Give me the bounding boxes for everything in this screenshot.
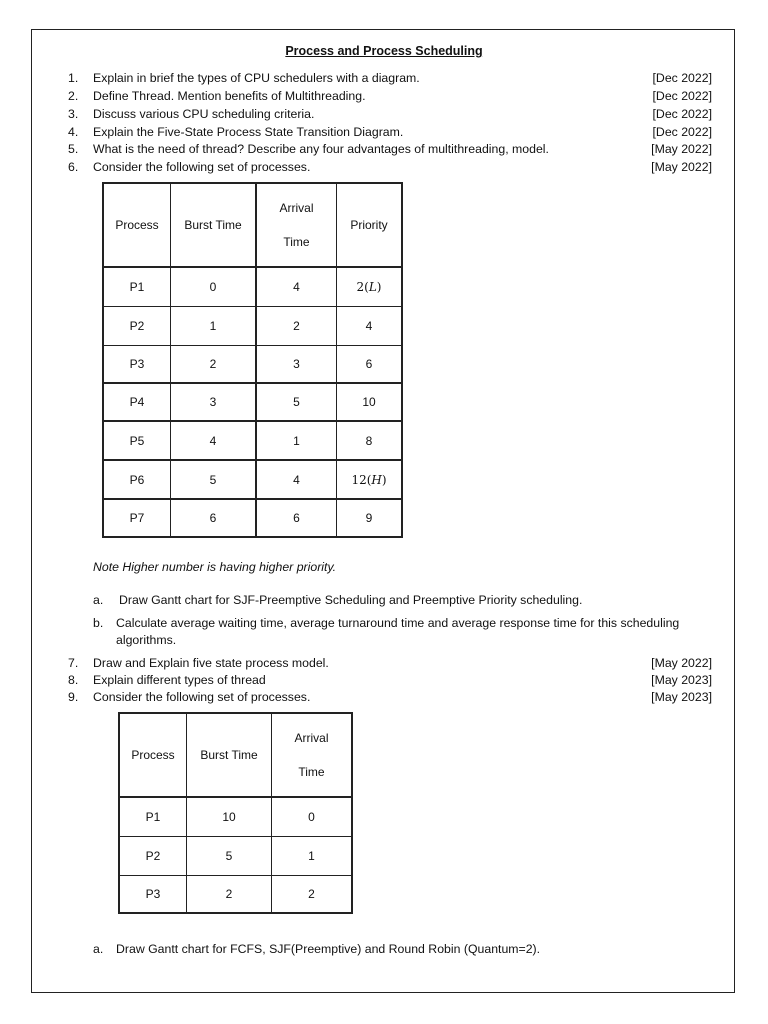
header-process: Process [119,713,187,797]
question-text: What is the need of thread? Describe any four advantages of multithreading, model. [93,142,549,156]
cell-process: P6 [103,460,171,499]
cell-process: P7 [103,499,171,537]
cell-burst: 4 [171,421,257,460]
priority-number: 2 [356,279,365,294]
cell-arrival: 3 [256,345,337,383]
question-4 [68,124,716,141]
cell-arrival: 2 [256,306,337,345]
cell-burst: 5 [187,836,272,875]
cell-burst: 10 [187,797,272,836]
question-date: [May 2023] [651,690,712,704]
header-arrival-spacer [257,215,336,235]
table-row [103,267,402,306]
table-row [103,460,402,499]
cell-burst: 2 [187,875,272,913]
question-date: [May 2022] [651,142,712,156]
table-header-row [119,713,352,797]
cell-arrival: 5 [256,383,337,421]
cell-priority: 9 [337,499,403,537]
question-number: 7. [68,656,79,670]
question-number: 3. [68,107,79,121]
table-row [119,797,352,836]
cell-arrival: 2 [272,875,353,913]
process-table-2 [118,712,353,914]
priority-note: Note Higher number is having higher priority. [93,560,337,574]
question-text: Define Thread. Mention benefits of Multithreading. [93,89,366,103]
question-date: [Dec 2022] [652,107,712,121]
question-text: Discuss various CPU scheduling criteria. [93,107,315,121]
table-row [103,383,402,421]
process-table-1 [102,182,403,538]
cell-arrival: 4 [256,460,337,499]
subpart-text: Draw Gantt chart for FCFS, SJF(Preemptive) and Round Robin (Quantum=2). [116,942,541,956]
table-header-row [103,183,402,267]
question-date: [Dec 2022] [652,89,712,103]
cell-process: P4 [103,383,171,421]
header-arrival-bottom: Time [298,765,325,779]
header-arrival-top: Arrival [294,730,329,745]
question-number: 6. [68,160,79,174]
question-text: Draw and Explain five state process model. [93,656,329,670]
cell-priority: 8 [337,421,403,460]
cell-arrival: 1 [272,836,353,875]
question-number: 9. [68,690,79,704]
cell-process: P5 [103,421,171,460]
cell-burst: 2 [171,345,257,383]
question-text: Consider the following set of processes. [93,690,311,704]
cell-arrival: 0 [272,797,353,836]
question-2 [68,88,716,105]
cell-burst: 0 [171,267,257,306]
header-arrival-spacer [272,745,351,765]
cell-process: P1 [119,797,187,836]
page-title: Process and Process Scheduling [285,44,483,58]
subpart-label: a. [93,942,104,956]
question-number: 1. [68,71,79,85]
question-text: Explain in brief the types of CPU schedulers with a diagram. [93,71,420,85]
subpart-text: Calculate average waiting time, average turnaround time and average response time for this scheduling algorithms. [116,616,680,647]
header-arrival-time [256,183,337,267]
header-arrival-bottom: Time [283,235,310,249]
table-row [103,421,402,460]
cell-process: P1 [103,267,171,306]
question-text: Explain the Five-State Process State Transition Diagram. [93,125,404,139]
cell-process: P3 [119,875,187,913]
cell-burst: 3 [171,383,257,421]
cell-priority: 12(H) [337,460,403,499]
subpart-a-2 [93,941,718,958]
question-date: [Dec 2022] [652,125,712,139]
cell-priority: 2(L) [337,267,403,306]
question-number: 2. [68,89,79,103]
question-date: [May 2023] [651,673,712,687]
header-priority: Priority [337,183,403,267]
question-number: 5. [68,142,79,156]
cell-priority: 4 [337,306,403,345]
priority-tag: L [368,279,377,294]
priority-tag: H [371,472,382,487]
header-arrival-top: Arrival [279,200,314,215]
question-1 [68,70,716,87]
cell-burst: 5 [171,460,257,499]
subpart-label: b. [93,616,104,630]
question-6 [68,159,716,176]
table-row [103,306,402,345]
subpart-text: Draw Gantt chart for SJF-Preemptive Scheduling and Preemptive Priority scheduling. [119,593,583,607]
question-7 [68,655,716,672]
question-9 [68,689,716,706]
question-number: 4. [68,125,79,139]
cell-arrival: 4 [256,267,337,306]
subpart-b [93,615,718,649]
header-process: Process [103,183,171,267]
question-text: Consider the following set of processes. [93,160,311,174]
cell-process: P2 [103,306,171,345]
subpart-a [93,592,718,609]
table-row [103,345,402,383]
question-date: [Dec 2022] [652,71,712,85]
table-row [103,499,402,537]
header-burst-time: Burst Time [171,183,257,267]
cell-priority: 10 [337,383,403,421]
question-8 [68,672,716,689]
question-5 [68,141,716,158]
question-3 [68,106,716,123]
cell-arrival: 1 [256,421,337,460]
table-row [119,875,352,913]
question-date: [May 2022] [651,656,712,670]
priority-number: 12 [351,472,367,487]
question-text: Explain different types of thread [93,673,266,687]
subpart-label: a. [93,593,104,607]
cell-process: P3 [103,345,171,383]
question-number: 8. [68,673,79,687]
cell-process: P2 [119,836,187,875]
header-arrival-time [272,713,353,797]
cell-arrival: 6 [256,499,337,537]
table-row [119,836,352,875]
cell-burst: 1 [171,306,257,345]
cell-priority: 6 [337,345,403,383]
cell-burst: 6 [171,499,257,537]
question-date: [May 2022] [651,160,712,174]
header-burst-time: Burst Time [187,713,272,797]
